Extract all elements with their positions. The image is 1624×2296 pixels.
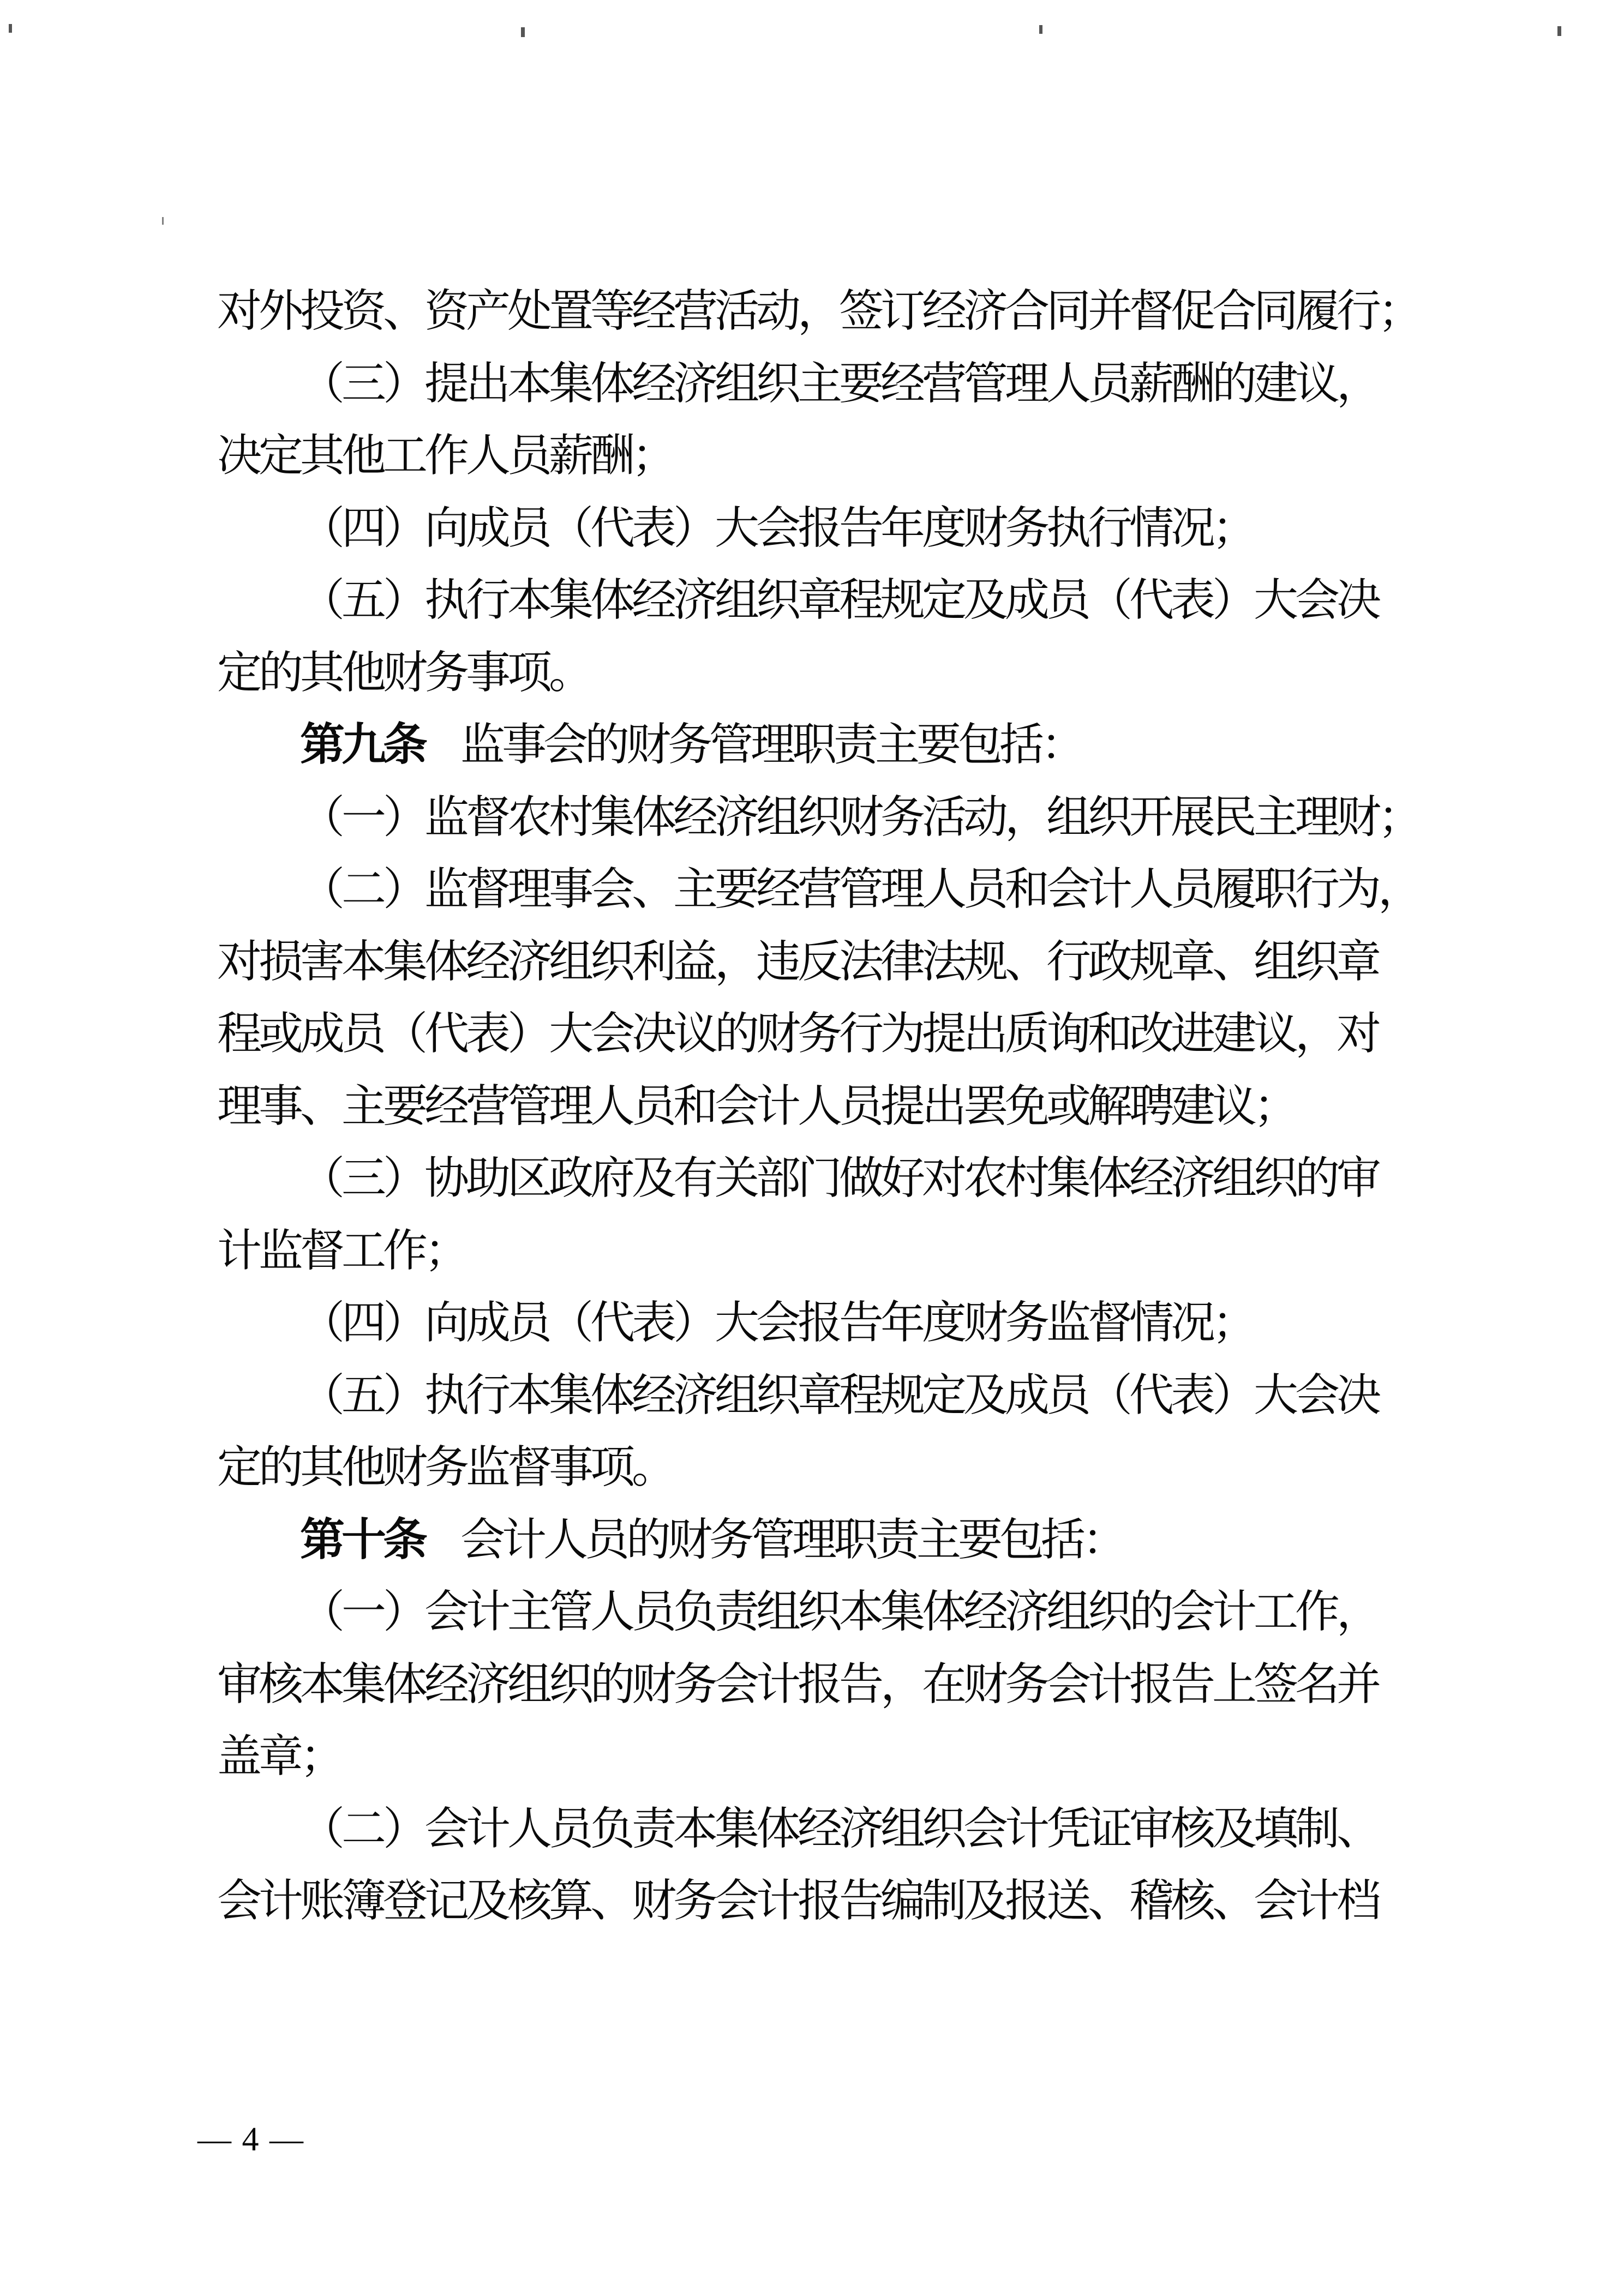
text-line [217,1360,1428,1432]
line-text: 定的其他财务事项。 [217,647,591,698]
line-text: 对损害本集体经济组织利益，违反法律法规、行政规章、组织章 [217,936,1379,987]
text-line [217,1215,1428,1288]
line-text: 监事会的财务管理职责主要包括： [460,720,1083,770]
line-text: （二）会计人员负责本集体经济组织会计凭证审核及填制、 [300,1804,1379,1854]
scan-speck [521,27,525,37]
line-text: （一）会计主管人员负责组织本集体经济组织的会计工作， [300,1587,1379,1637]
line-text: （四）向成员（代表）大会报告年度财务执行情况； [300,503,1254,553]
article-number: 第九条 [300,720,425,770]
line-text: （二）监督理事会、主要经营管理人员和会计人员履职行为， [300,864,1420,914]
scan-speck [162,217,164,225]
text-line [217,926,1428,999]
text-line [217,564,1428,637]
text-line [217,1793,1428,1866]
line-text: （三）提出本集体经济组织主要经营管理人员薪酬的建议， [300,358,1379,408]
line-text: 计监督工作； [217,1225,466,1276]
text-line [217,709,1428,782]
text-line [217,1865,1428,1938]
line-text: 会计账簿登记及核算、财务会计报告编制及报送、稽核、会计档 [217,1876,1379,1926]
line-text: 理事、主要经营管理人员和会计人员提出罢免或解聘建议； [217,1081,1296,1131]
text-line [217,492,1428,565]
scan-speck [9,24,12,33]
line-text: 决定其他工作人员薪酬； [217,431,674,480]
text-line [217,998,1428,1071]
text-line [217,1504,1428,1577]
text-line [217,1721,1428,1793]
text-line [217,1649,1428,1721]
text-line [217,1287,1428,1360]
line-text: 审核本集体经济组织的财务会计报告，在财务会计报告上签名并 [217,1659,1379,1709]
page-number: — 4 — [197,2121,304,2158]
text-line [217,275,1428,348]
text-block [217,275,1428,1938]
line-text: 会计人员的财务管理职责主要包括： [460,1514,1124,1565]
line-text: （四）向成员（代表）大会报告年度财务监督情况； [300,1298,1254,1348]
line-text: 盖章； [217,1732,342,1781]
line-text: 对外投资、资产处置等经营活动，签订经济合同并督促合同履行； [217,286,1420,336]
line-text: 定的其他财务监督事项。 [217,1442,674,1492]
text-line [217,782,1428,854]
line-text: （五）执行本集体经济组织章程规定及成员（代表）大会决 [300,575,1379,625]
text-line [217,348,1428,420]
text-line [217,420,1428,492]
line-text: 程或成员（代表）大会决议的财务行为提出质询和改进建议，对 [217,1009,1379,1059]
text-line [217,1071,1428,1143]
text-line [217,637,1428,710]
line-text: （三）协助区政府及有关部门做好对农村集体经济组织的审 [300,1153,1379,1203]
text-line [217,854,1428,926]
text-line [217,1576,1428,1649]
scan-speck [1557,26,1561,36]
scan-speck [1039,25,1042,34]
line-text: （五）执行本集体经济组织章程规定及成员（代表）大会决 [300,1370,1379,1420]
text-line [217,1143,1428,1215]
text-line [217,1432,1428,1504]
line-text: （一）监督农村集体经济组织财务活动，组织开展民主理财； [300,792,1420,842]
article-number: 第十条 [300,1514,425,1565]
